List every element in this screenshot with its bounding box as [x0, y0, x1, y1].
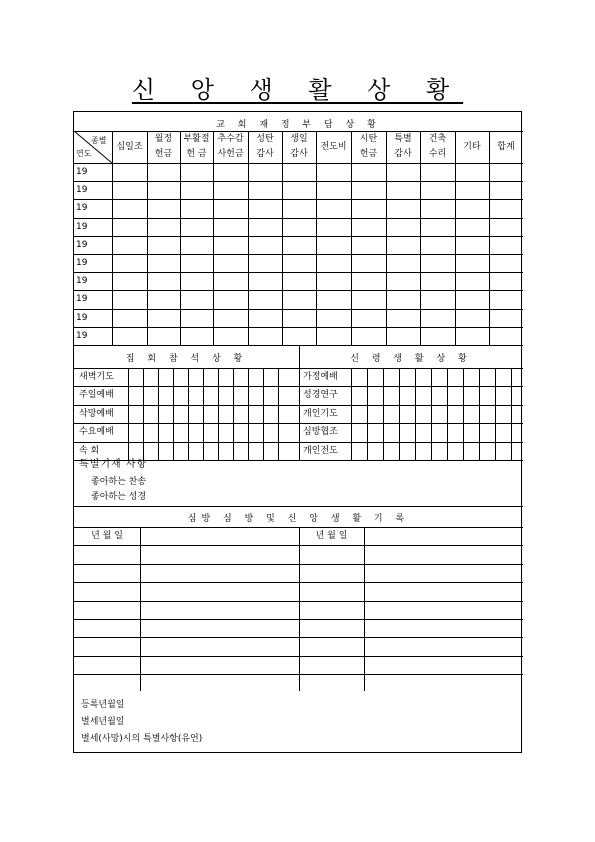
visit-column-rule — [364, 527, 365, 691]
registration-date-label: 등록년월일 — [81, 700, 125, 710]
attendance-grid-rule — [203, 368, 204, 460]
year-prefix: 19 — [76, 294, 88, 305]
spiritual-grid-rule — [447, 368, 448, 460]
visit-date-label-right: 년 월 일 — [315, 531, 348, 541]
year-prefix: 19 — [76, 221, 88, 232]
attendance-grid-rule — [263, 368, 264, 460]
spiritual-grid-rule — [415, 368, 416, 460]
finance-row-rule — [74, 309, 523, 310]
finance-row-rule — [74, 236, 523, 237]
year-prefix: 19 — [76, 185, 88, 196]
finance-column-header: 추수감 — [217, 134, 244, 144]
attendance-grid-rule — [233, 368, 234, 460]
year-prefix: 19 — [76, 167, 88, 177]
finance-column-header: 수리 — [428, 149, 447, 159]
spiritual-item-label: 개인전도 — [303, 445, 338, 456]
finance-column-header: 십일조 — [116, 142, 143, 152]
finance-column-header: 사헌금 — [217, 149, 244, 159]
special-notes-label: 특별기재 사항 — [79, 459, 148, 470]
attendance-item-label: 주일예배 — [79, 390, 114, 401]
year-prefix: 19 — [76, 312, 88, 323]
spiritual-grid-rule — [399, 368, 400, 460]
year-prefix: 19 — [76, 203, 88, 214]
attendance-grid-rule — [158, 368, 159, 460]
finance-row-rule — [74, 199, 523, 200]
finance-header-rule — [74, 163, 523, 164]
spiritual-grid-rule — [511, 368, 512, 460]
attendance-row-rule — [74, 386, 523, 387]
finance-column-header: 특별 — [394, 134, 412, 144]
attendance-grid-rule — [188, 368, 189, 460]
spiritual-grid-rule — [383, 368, 384, 460]
attendance-section-title: 집 회 참 석 상 황 — [125, 354, 248, 364]
special-bottom-rule — [74, 506, 523, 507]
attendance-row-rule — [74, 442, 523, 443]
visit-section-title: 심방 심 방 및 신 앙 생 활 기 록 — [187, 514, 410, 524]
favorite-verse-label: 좋아하는 성경 — [91, 492, 147, 502]
spiritual-section-title: 신 령 생 활 상 황 — [350, 354, 472, 364]
attendance-grid-rule — [248, 368, 249, 460]
finance-column-header: 감사 — [256, 149, 274, 159]
finance-row-rule — [74, 272, 523, 273]
death-date-label: 별세년월일 — [81, 717, 125, 727]
attendance-item-label: 수요예배 — [79, 427, 114, 438]
spiritual-item-label: 가정예배 — [303, 372, 338, 382]
finance-column-header: 헌금 — [359, 149, 378, 159]
year-prefix: 19 — [76, 239, 88, 250]
finance-column-header: 시탄 — [359, 134, 378, 144]
finance-section-title: 교 회 재 정 부 담 상 황 — [216, 120, 381, 130]
visit-column-rule — [299, 527, 300, 691]
finance-column-header: 부활절 — [183, 134, 210, 144]
attendance-row-rule — [74, 423, 523, 424]
finance-column-header: 월정 — [154, 134, 173, 144]
finance-row-rule — [74, 254, 523, 255]
year-prefix: 19 — [76, 258, 88, 268]
spiritual-grid-rule — [351, 368, 352, 460]
finance-row-rule — [74, 327, 523, 328]
spiritual-grid-rule — [367, 368, 368, 460]
spiritual-grid-rule — [463, 368, 464, 460]
attendance-grid-rule — [173, 368, 174, 460]
attendance-header-rule — [74, 368, 523, 369]
attendance-grid-rule — [143, 368, 144, 460]
corner-label-year: 연도 — [76, 149, 92, 158]
finance-column-header: 합계 — [497, 142, 515, 152]
finance-column-header: 성탄 — [256, 134, 274, 144]
attendance-row-rule — [74, 405, 523, 406]
corner-label-type: 종별 — [91, 136, 107, 145]
finance-column-header: 기타 — [463, 142, 481, 152]
finance-column-header: 감사 — [394, 149, 412, 159]
attendance-grid-rule — [278, 368, 279, 460]
form-frame — [73, 111, 522, 753]
attendance-item-label: 속 회 — [79, 445, 100, 456]
year-prefix: 19 — [76, 276, 88, 287]
finance-row-rule — [74, 181, 523, 182]
favorite-hymn-label: 좋아하는 찬송 — [91, 477, 147, 487]
spiritual-item-label: 성경연구 — [303, 390, 338, 401]
visit-date-label-left: 년 월 일 — [91, 531, 123, 541]
finance-column-header: 생일 — [290, 134, 308, 144]
attendance-grid-rule — [128, 368, 129, 460]
spiritual-item-label: 개인기도 — [303, 408, 338, 419]
finance-column-header: 헌금 — [154, 149, 173, 159]
finance-row-rule — [74, 290, 523, 291]
year-prefix: 19 — [76, 330, 88, 341]
finance-column-header: 건축 — [428, 134, 447, 144]
attendance-item-label: 삭망예배 — [79, 408, 114, 419]
spiritual-grid-rule — [479, 368, 480, 460]
spiritual-item-label: 심방협조 — [303, 427, 338, 438]
spiritual-grid-rule — [495, 368, 496, 460]
visit-column-rule — [140, 527, 141, 691]
attendance-grid-rule — [218, 368, 219, 460]
attendance-item-label: 새벽기도 — [79, 372, 114, 382]
finance-column-header: 헌 금 — [186, 149, 207, 159]
finance-column-header: 전도비 — [320, 142, 347, 152]
finance-row-rule — [74, 218, 523, 219]
finance-column-header: 감사 — [290, 149, 308, 159]
death-notes-label: 별세(사망)시의 특별사항(유언) — [81, 734, 203, 744]
page-title: 신 앙 생 활 상 황 — [131, 76, 464, 104]
spiritual-grid-rule — [431, 368, 432, 460]
